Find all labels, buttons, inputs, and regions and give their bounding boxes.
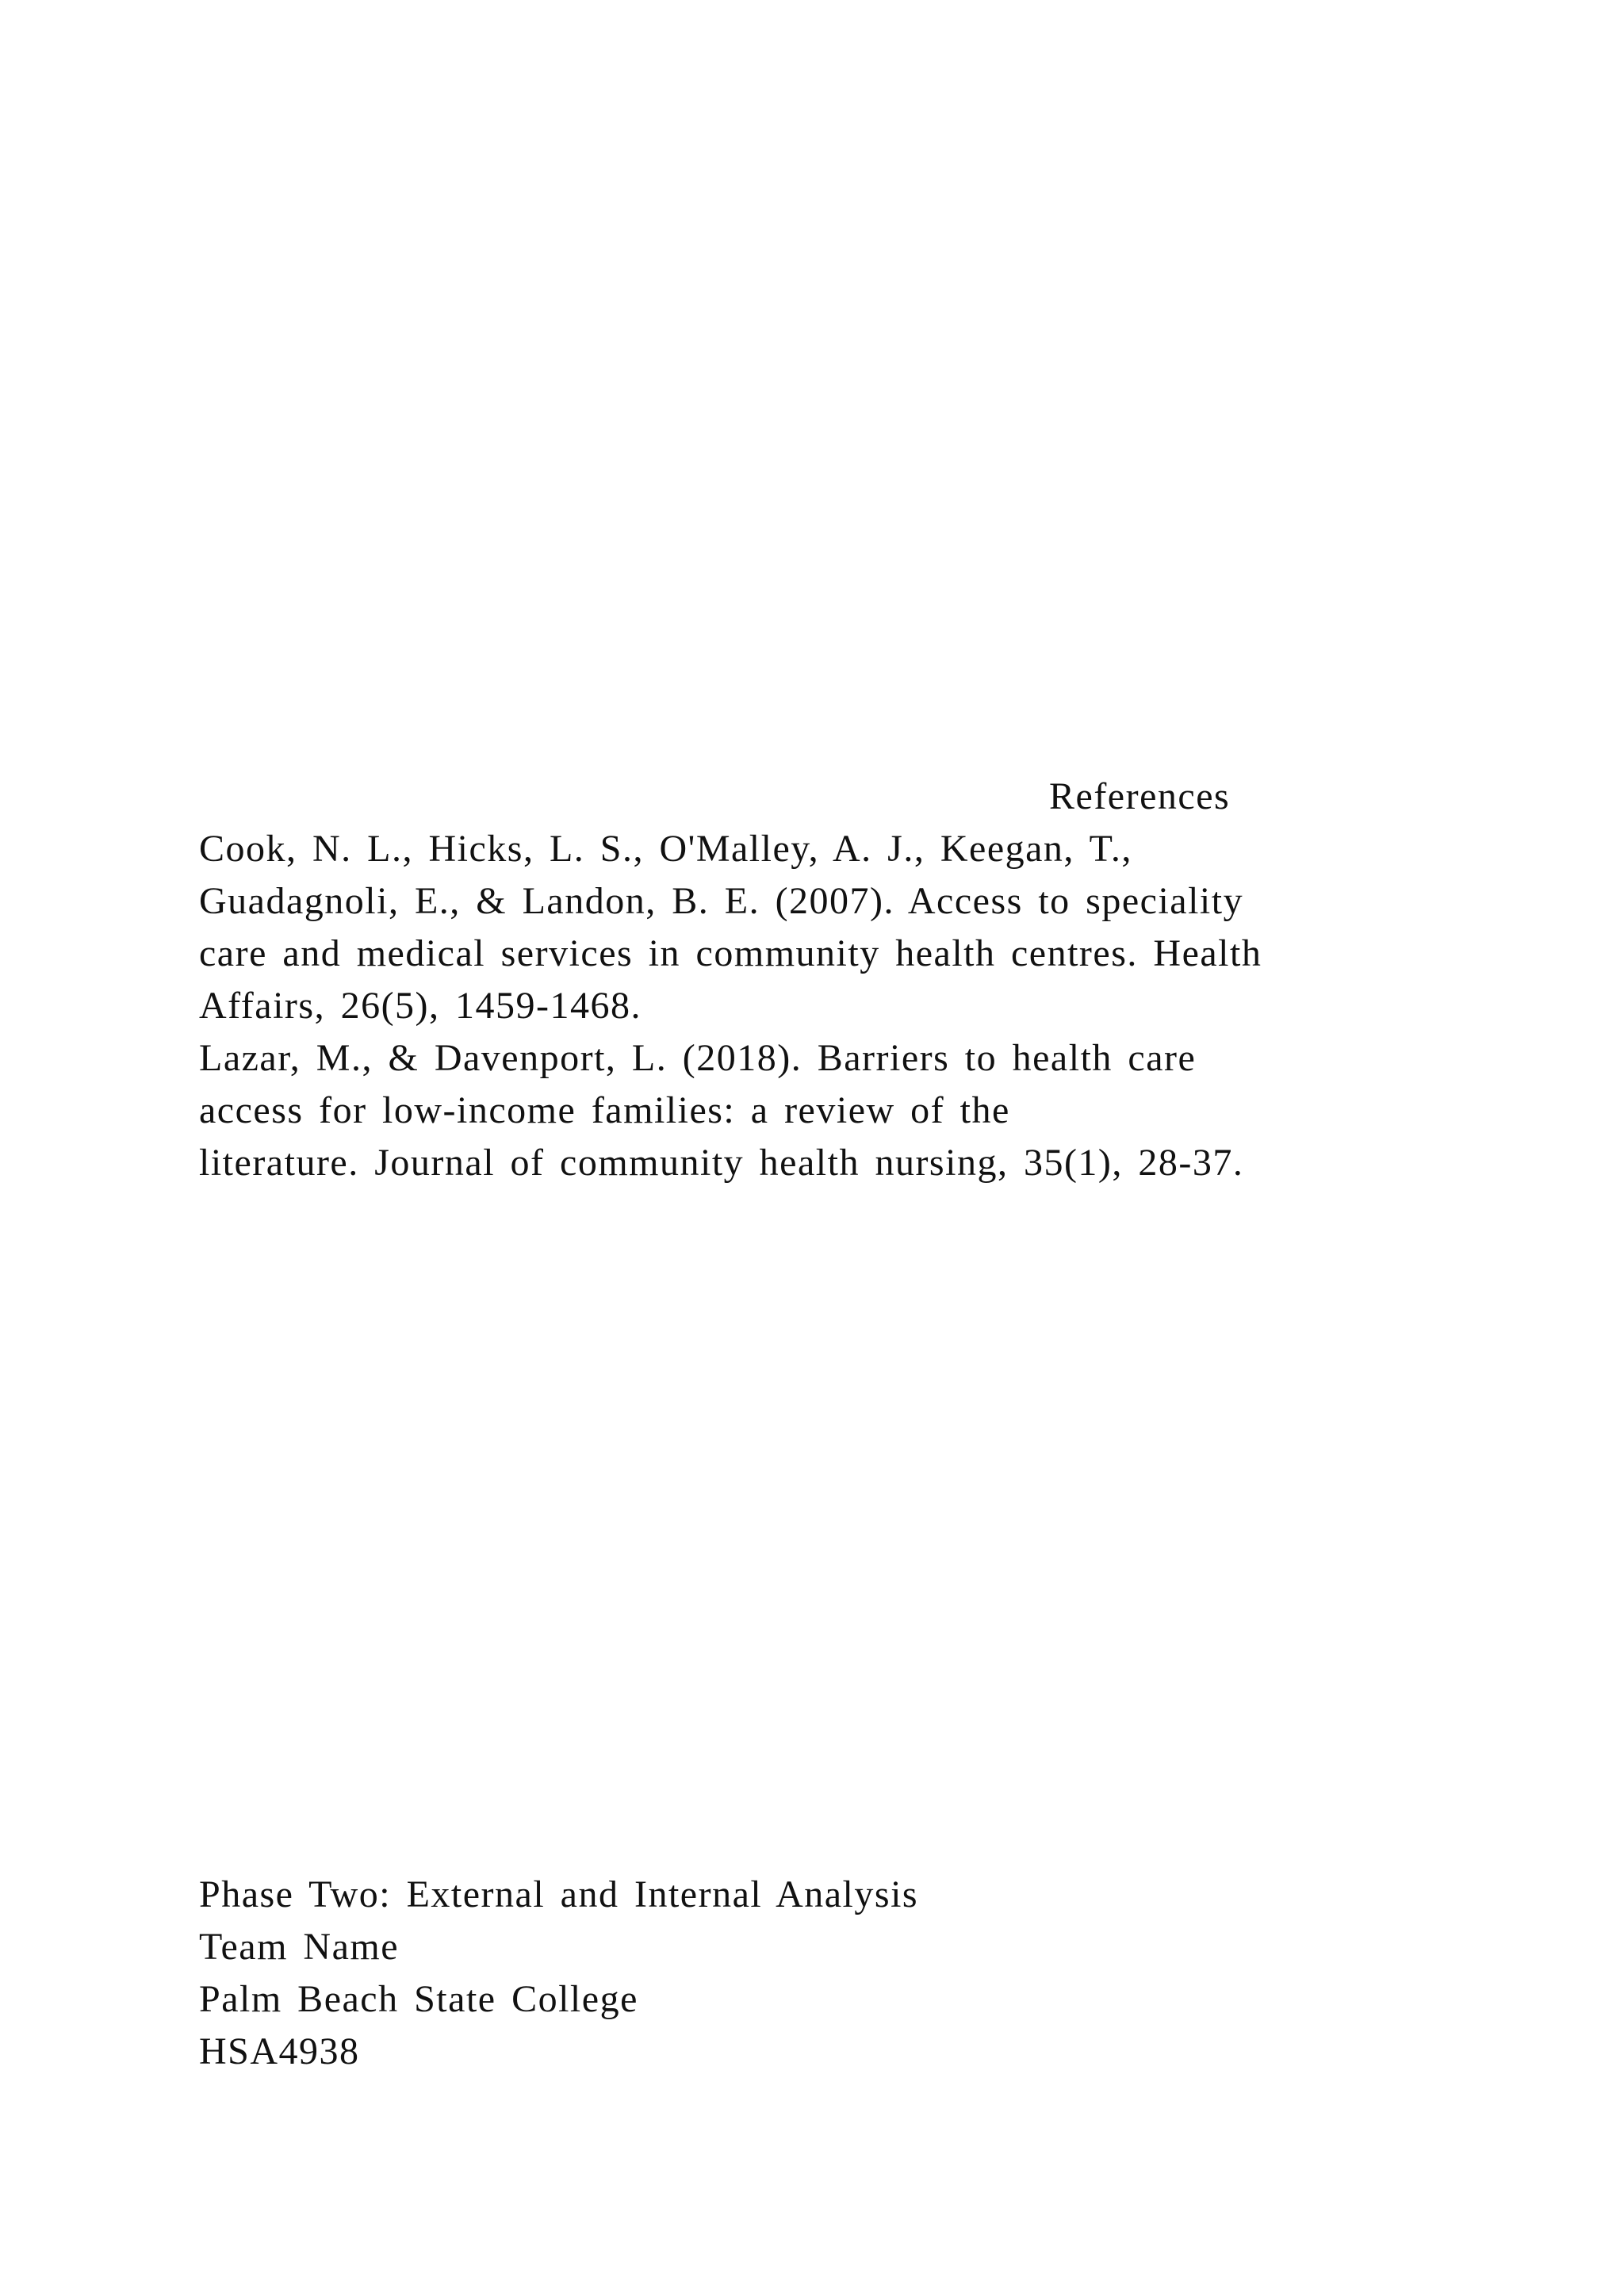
reference-line: Lazar, M., & Davenport, L. (2018). Barriers to health care (199, 1037, 1197, 1079)
course-code: HSA4938 (199, 2030, 360, 2072)
document-title: Phase Two: External and Internal Analysis (199, 1873, 919, 1915)
references-heading: References (1049, 775, 1231, 817)
reference-line: Affairs, 26(5), 1459-1468. (199, 985, 642, 1027)
reference-line: care and medical services in community health centres. Health (199, 932, 1262, 974)
reference-line: literature. Journal of community health nursing, 35(1), 28-37. (199, 1142, 1244, 1184)
team-name: Team Name (199, 1926, 400, 1968)
reference-line: Cook, N. L., Hicks, L. S., O'Malley, A. J., Keegan, T., (199, 828, 1132, 870)
institution-name: Palm Beach State College (199, 1978, 638, 2020)
reference-line: access for low-income families: a review of the (199, 1089, 1010, 1131)
reference-line: Guadagnoli, E., & Landon, B. E. (2007). Access to speciality (199, 880, 1244, 922)
